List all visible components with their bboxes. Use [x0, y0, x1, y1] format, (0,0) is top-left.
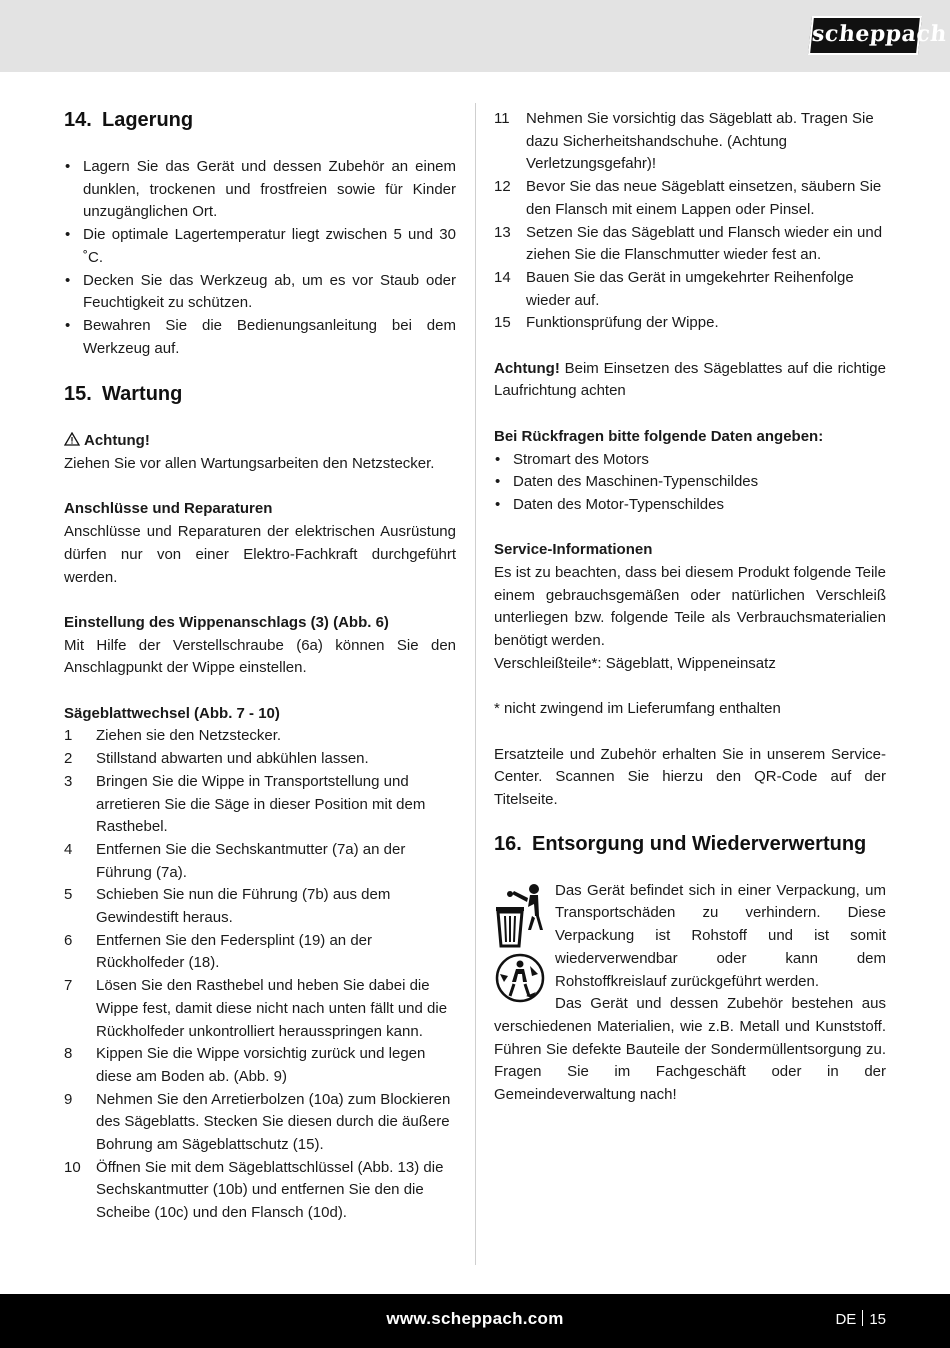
list-item: • Lagern Sie das Gerät und dessen Zubehör an einem dunklen, trockenen und frostfreien sowie für Kinder unzugänglichen Ort.: [64, 156, 456, 224]
list-item: 4 Entfernen Sie die Sechskantmutter (7a) an der Führung (7a).: [64, 840, 406, 881]
disposal-text-start: [494, 993, 886, 1107]
list-item: 7 Lösen Sie den Rasthebel und heben Sie dabei die Wippe fest, damit diese nicht nach unten fällt und die Rückholfeder unkontrolliert herausspringen kann.: [64, 977, 448, 1040]
list-item: • Daten des Maschinen-Typenschildes: [494, 471, 886, 494]
page-number: 15: [869, 1311, 886, 1328]
list-item: • Decken Sie das Werkzeug ab, um es vor Staub oder Feuchtigkeit zu schützen.: [64, 270, 456, 315]
right-column: [494, 108, 886, 1107]
list-item: 5 Schieben Sie nun die Führung (7b) aus dem Gewindestift heraus.: [64, 886, 391, 927]
scheppach-logo: scheppach: [808, 16, 922, 55]
list-item: • Bewahren Sie die Bedienungsanleitung bei dem Werkzeug auf.: [64, 315, 456, 360]
steps-list-a: [64, 725, 456, 1224]
website-link[interactable]: www.scheppach.com: [386, 1309, 564, 1328]
footer-bar: [0, 1294, 950, 1348]
list-item: 12 Bevor Sie das neue Sägeblatt einsetzen, säubern Sie den Flansch mit einem Lappen oder Pinsel.: [494, 178, 882, 218]
service-heading: Service-Informationen: [494, 541, 653, 559]
rueckfragen-heading: Bei Rückfragen bitte folgende Daten angeben:: [494, 427, 824, 445]
warning-text: Ziehen Sie vor allen Wartungsarbeiten den Netzstecker.: [64, 455, 435, 473]
list-item: 14 Bauen Sie das Gerät in umgekehrter Reihenfolge wieder auf.: [494, 268, 854, 309]
recycle-icon: [494, 952, 546, 1004]
page-separator: [862, 1310, 863, 1326]
list-item: 13 Setzen Sie das Sägeblatt und Flansch wieder ein und ziehen Sie die Flanschmutter wieder fest an.: [494, 223, 883, 264]
rueckfragen-list: [494, 449, 886, 517]
warning-label: Achtung!: [64, 430, 456, 453]
footnote: * nicht zwingend im Lieferumfang enthalten: [494, 700, 781, 718]
list-item: 8 Kippen Sie die Wippe vorsichtig zurück und legen diese am Boden ab. (Abb. 9): [64, 1045, 426, 1085]
waste-bin-icon: [494, 882, 546, 950]
warning-triangle-icon: [64, 432, 80, 446]
anschluesse-heading: Anschlüsse und Reparaturen: [64, 500, 273, 518]
packaging-text: Das Gerät befindet sich in einer Verpackung, um Transportschäden zu verhindern. Diese Verpackung ist Rohstoff und ist somit wiederverwendbar oder kann dem Rohstoffkreislauf zurückgeführt werden.: [555, 881, 886, 990]
list-item: 9 Nehmen Sie den Arretierbolzen (10a) zum Blockieren des Sägeblatts. Stecken Sie diesen durch die äußere Bohrung am Sägeblattschutz (15).: [64, 1090, 451, 1154]
disposal-block: [494, 880, 886, 1107]
storage-list: [64, 156, 456, 360]
column-divider: [475, 103, 476, 1265]
steps-list-b: [494, 108, 886, 335]
page-indicator: [835, 1309, 886, 1332]
disposal-text: Das Gerät und dessen Zubehör bestehen aus verschiedenen Materialien, wie z.B. Metall und Kunststoff. Führen Sie defekte Bauteile der Sondermüllentsorgung zu. Fragen Sie im Fachgeschäft oder in der Gemeindeverwaltung nach!: [494, 995, 886, 1104]
section-15-heading: 15. Wartung: [64, 383, 183, 406]
ersatzteile-text: Ersatzteile und Zubehör erhalten Sie in unserem Service-Center. Scannen Sie hierzu den QR-Code auf der Titelseite.: [494, 745, 886, 809]
left-column: [64, 108, 456, 1225]
laufrichtung-note: Achtung! Beim Einsetzen des Sägeblattes auf die richtige Laufrichtung achten: [494, 359, 886, 400]
list-item: 1 Ziehen sie den Netzstecker.: [64, 727, 282, 745]
section-16-heading: 16. Entsorgung und Wiederverwertung: [494, 832, 867, 855]
list-item: 10 Öffnen Sie mit dem Sägeblattschlüssel (Abb. 13) die Sechskantmutter (10b) und entfernen Sie den die Scheibe (10c) und den Flansch (10d).: [64, 1158, 444, 1222]
list-item: 15 Funktionsprüfung der Wippe.: [494, 314, 719, 332]
section-14-heading: 14. Lagerung: [64, 109, 194, 131]
einstellung-text: Mit Hilfe der Verstellschraube (6a) können Sie den Anschlagpunkt der Wippe einstellen.: [64, 636, 456, 677]
list-item: 3 Bringen Sie die Wippe in Transportstellung und arretieren Sie die Säge in dieser Position mit dem Rasthebel.: [64, 772, 426, 836]
language-code: DE: [835, 1311, 857, 1328]
list-item: 6 Entfernen Sie den Federsplint (19) an der Rückholfeder (18).: [64, 931, 372, 972]
list-item: • Daten des Motor-Typenschildes: [494, 494, 886, 517]
list-item: • Die optimale Lagertemperatur liegt zwischen 5 und 30 ˚C.: [64, 224, 456, 269]
verschleiss-text: Verschleißteile*: Sägeblatt, Wippeneinsatz: [494, 654, 776, 672]
anschluesse-text: Anschlüsse und Reparaturen der elektrischen Ausrüstung dürfen nur von einer Elektro-Fachkraft durchgeführt werden.: [64, 523, 456, 586]
list-item: • Stromart des Motors: [494, 449, 886, 472]
saegeblatt-heading: Sägeblattwechsel (Abb. 7 - 10): [64, 704, 280, 722]
list-item: 2 Stillstand abwarten und abkühlen lassen.: [64, 750, 369, 768]
disposal-icons: [494, 882, 546, 1004]
header-bar: [0, 0, 950, 72]
service-text: Es ist zu beachten, dass bei diesem Produkt folgende Teile einem gebrauchsgemäßen oder natürlichen Verschleiß unterliegen bzw. folgende Teile als Verbrauchsmaterialien benötigt werden.: [494, 564, 886, 650]
einstellung-heading: Einstellung des Wippenanschlags (3) (Abb. 6): [64, 613, 389, 631]
list-item: 11 Nehmen Sie vorsichtig das Sägeblatt ab. Tragen Sie dazu Sicherheitshandschuhe. (Achtung Verletzungsgefahr)!: [494, 110, 874, 173]
